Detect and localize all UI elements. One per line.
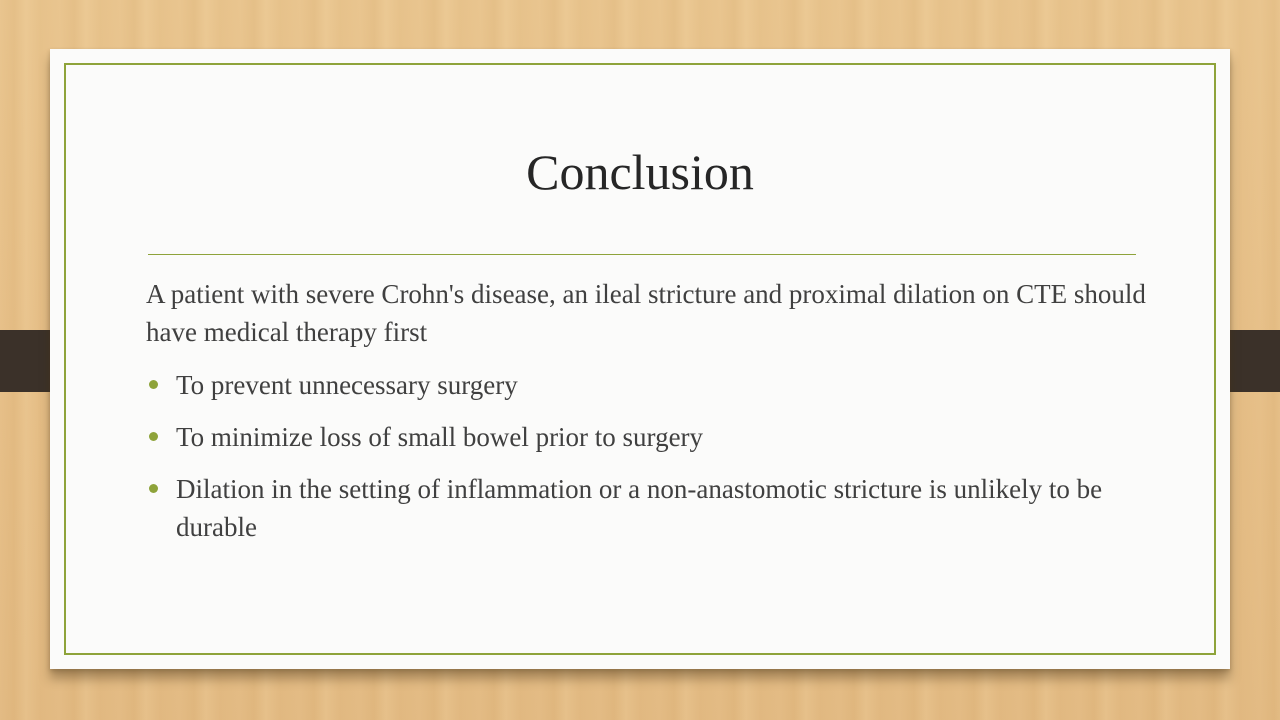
bullet-item bbox=[146, 418, 1146, 456]
lead-paragraph: A patient with severe Crohn's disease, an ileal stricture and proximal dilation on CTE should have medical therapy first bbox=[146, 279, 1146, 347]
bullet-text: To prevent unnecessary surgery bbox=[176, 370, 518, 400]
bullet-item bbox=[146, 470, 1146, 546]
bullet-item bbox=[146, 366, 1146, 404]
bullet-text: Dilation in the setting of inflammation or a non-anastomotic stricture is unlikely to be durable bbox=[176, 474, 1103, 542]
title-divider bbox=[148, 254, 1136, 255]
bullet-list bbox=[146, 366, 1146, 546]
bullet-dot-icon bbox=[149, 380, 158, 389]
slide-card bbox=[50, 49, 1230, 669]
bullet-text: To minimize loss of small bowel prior to surgery bbox=[176, 422, 704, 452]
slide-title: Conclusion bbox=[526, 144, 754, 200]
slide-body bbox=[146, 275, 1146, 560]
bullet-dot-icon bbox=[149, 484, 158, 493]
bullet-dot-icon bbox=[149, 432, 158, 441]
